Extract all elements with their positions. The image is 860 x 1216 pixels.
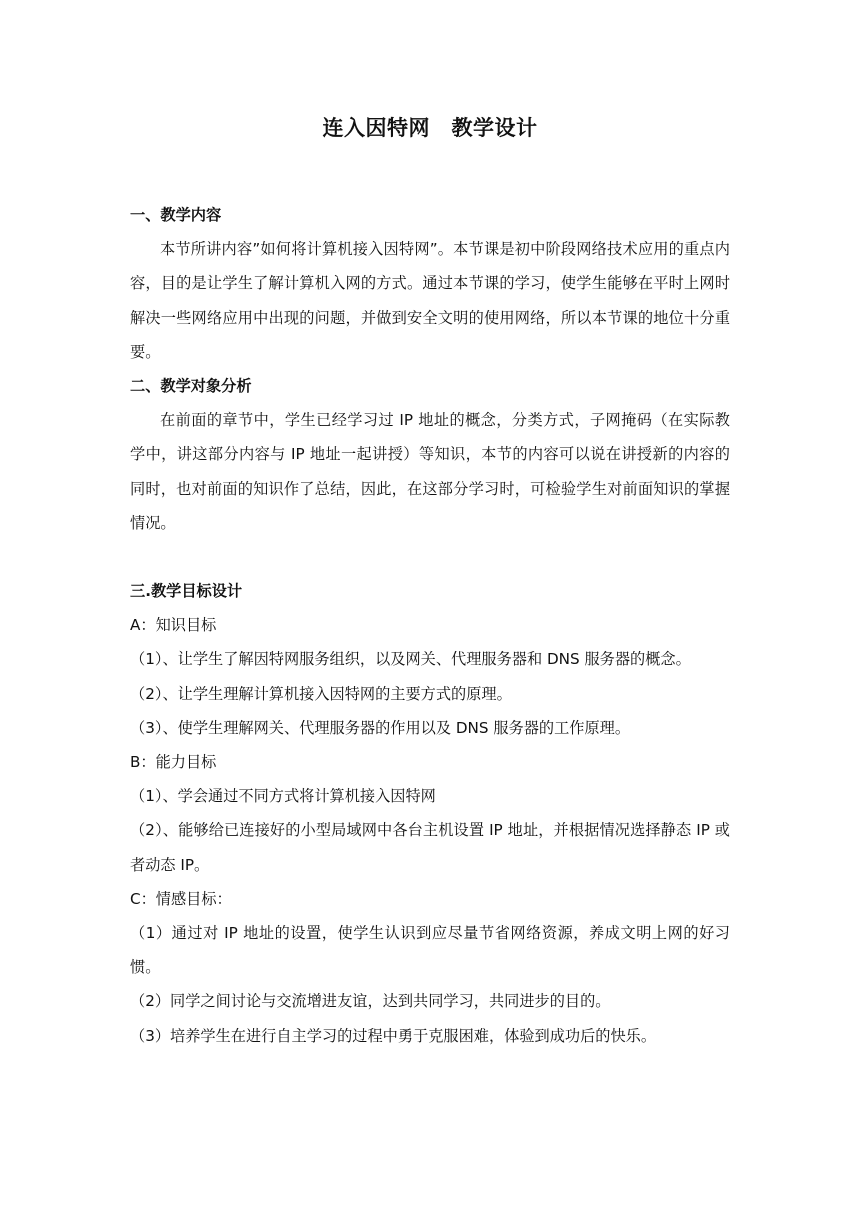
- section-paragraph-content: 本节所讲内容”如何将计算机接入因特网”。本节课是初中阶段网络技术应用的重点内容，目的是让学生了解计算机入网的方式。通过本节课的学习，使学生能够在平时上网时解决一些网络应用中出现的问题，并做到安全文明的使用网络，所以本节课的地位十分重要。: [130, 240, 730, 361]
- section-heading-objectives: 三.教学目标设计: [130, 582, 243, 601]
- objective-item: （2）、能够给已连接好的小型局域网中各台主机设置 IP 地址，并根据情况选择静态 IP 或者动态 IP。: [130, 821, 730, 874]
- section-heading-content: 一、教学内容: [130, 206, 222, 224]
- objective-item: （1）、学会通过不同方式将计算机接入因特网: [130, 787, 436, 806]
- document-title: 连入因特网 教学设计: [322, 116, 538, 140]
- objective-group-emotion-label: C：情感目标：: [130, 889, 232, 908]
- objective-item: （1）通过对 IP 地址的设置，使学生认识到应尽量节省网络资源，养成文明上网的好习惯。: [130, 924, 730, 977]
- objective-group-ability-label: B：能力目标: [130, 753, 217, 772]
- objective-item: （2）同学之间讨论与交流增进友谊，达到共同学习，共同进步的目的。: [130, 992, 611, 1011]
- section-heading-audience: 二、教学对象分析: [130, 377, 252, 396]
- objective-item: （3）培养学生在进行自主学习的过程中勇于克服困难，体验到成功后的快乐。: [130, 1026, 657, 1045]
- section-paragraph-audience: 在前面的章节中，学生已经学习过 IP 地址的概念，分类方式，子网掩码（在实际教学中，讲这部分内容与 IP 地址一起讲授）等知识，本节的内容可以说在讲授新的内容的同时，也对前面的知识作了总结，因此，在这部分学习时，可检验学生对前面知识的掌握情况。: [130, 411, 730, 532]
- section-spacer: [130, 540, 730, 574]
- document-body: [130, 198, 730, 1053]
- objective-group-knowledge-label: A：知识目标: [130, 616, 217, 635]
- objective-item: （2）、让学生理解计算机接入因特网的主要方式的原理。: [130, 684, 512, 703]
- objective-item: （1）、让学生了解因特网服务组织，以及网关、代理服务器和 DNS 服务器的概念。: [130, 650, 691, 669]
- objective-item: （3）、使学生理解网关、代理服务器的作用以及 DNS 服务器的工作原理。: [130, 718, 631, 737]
